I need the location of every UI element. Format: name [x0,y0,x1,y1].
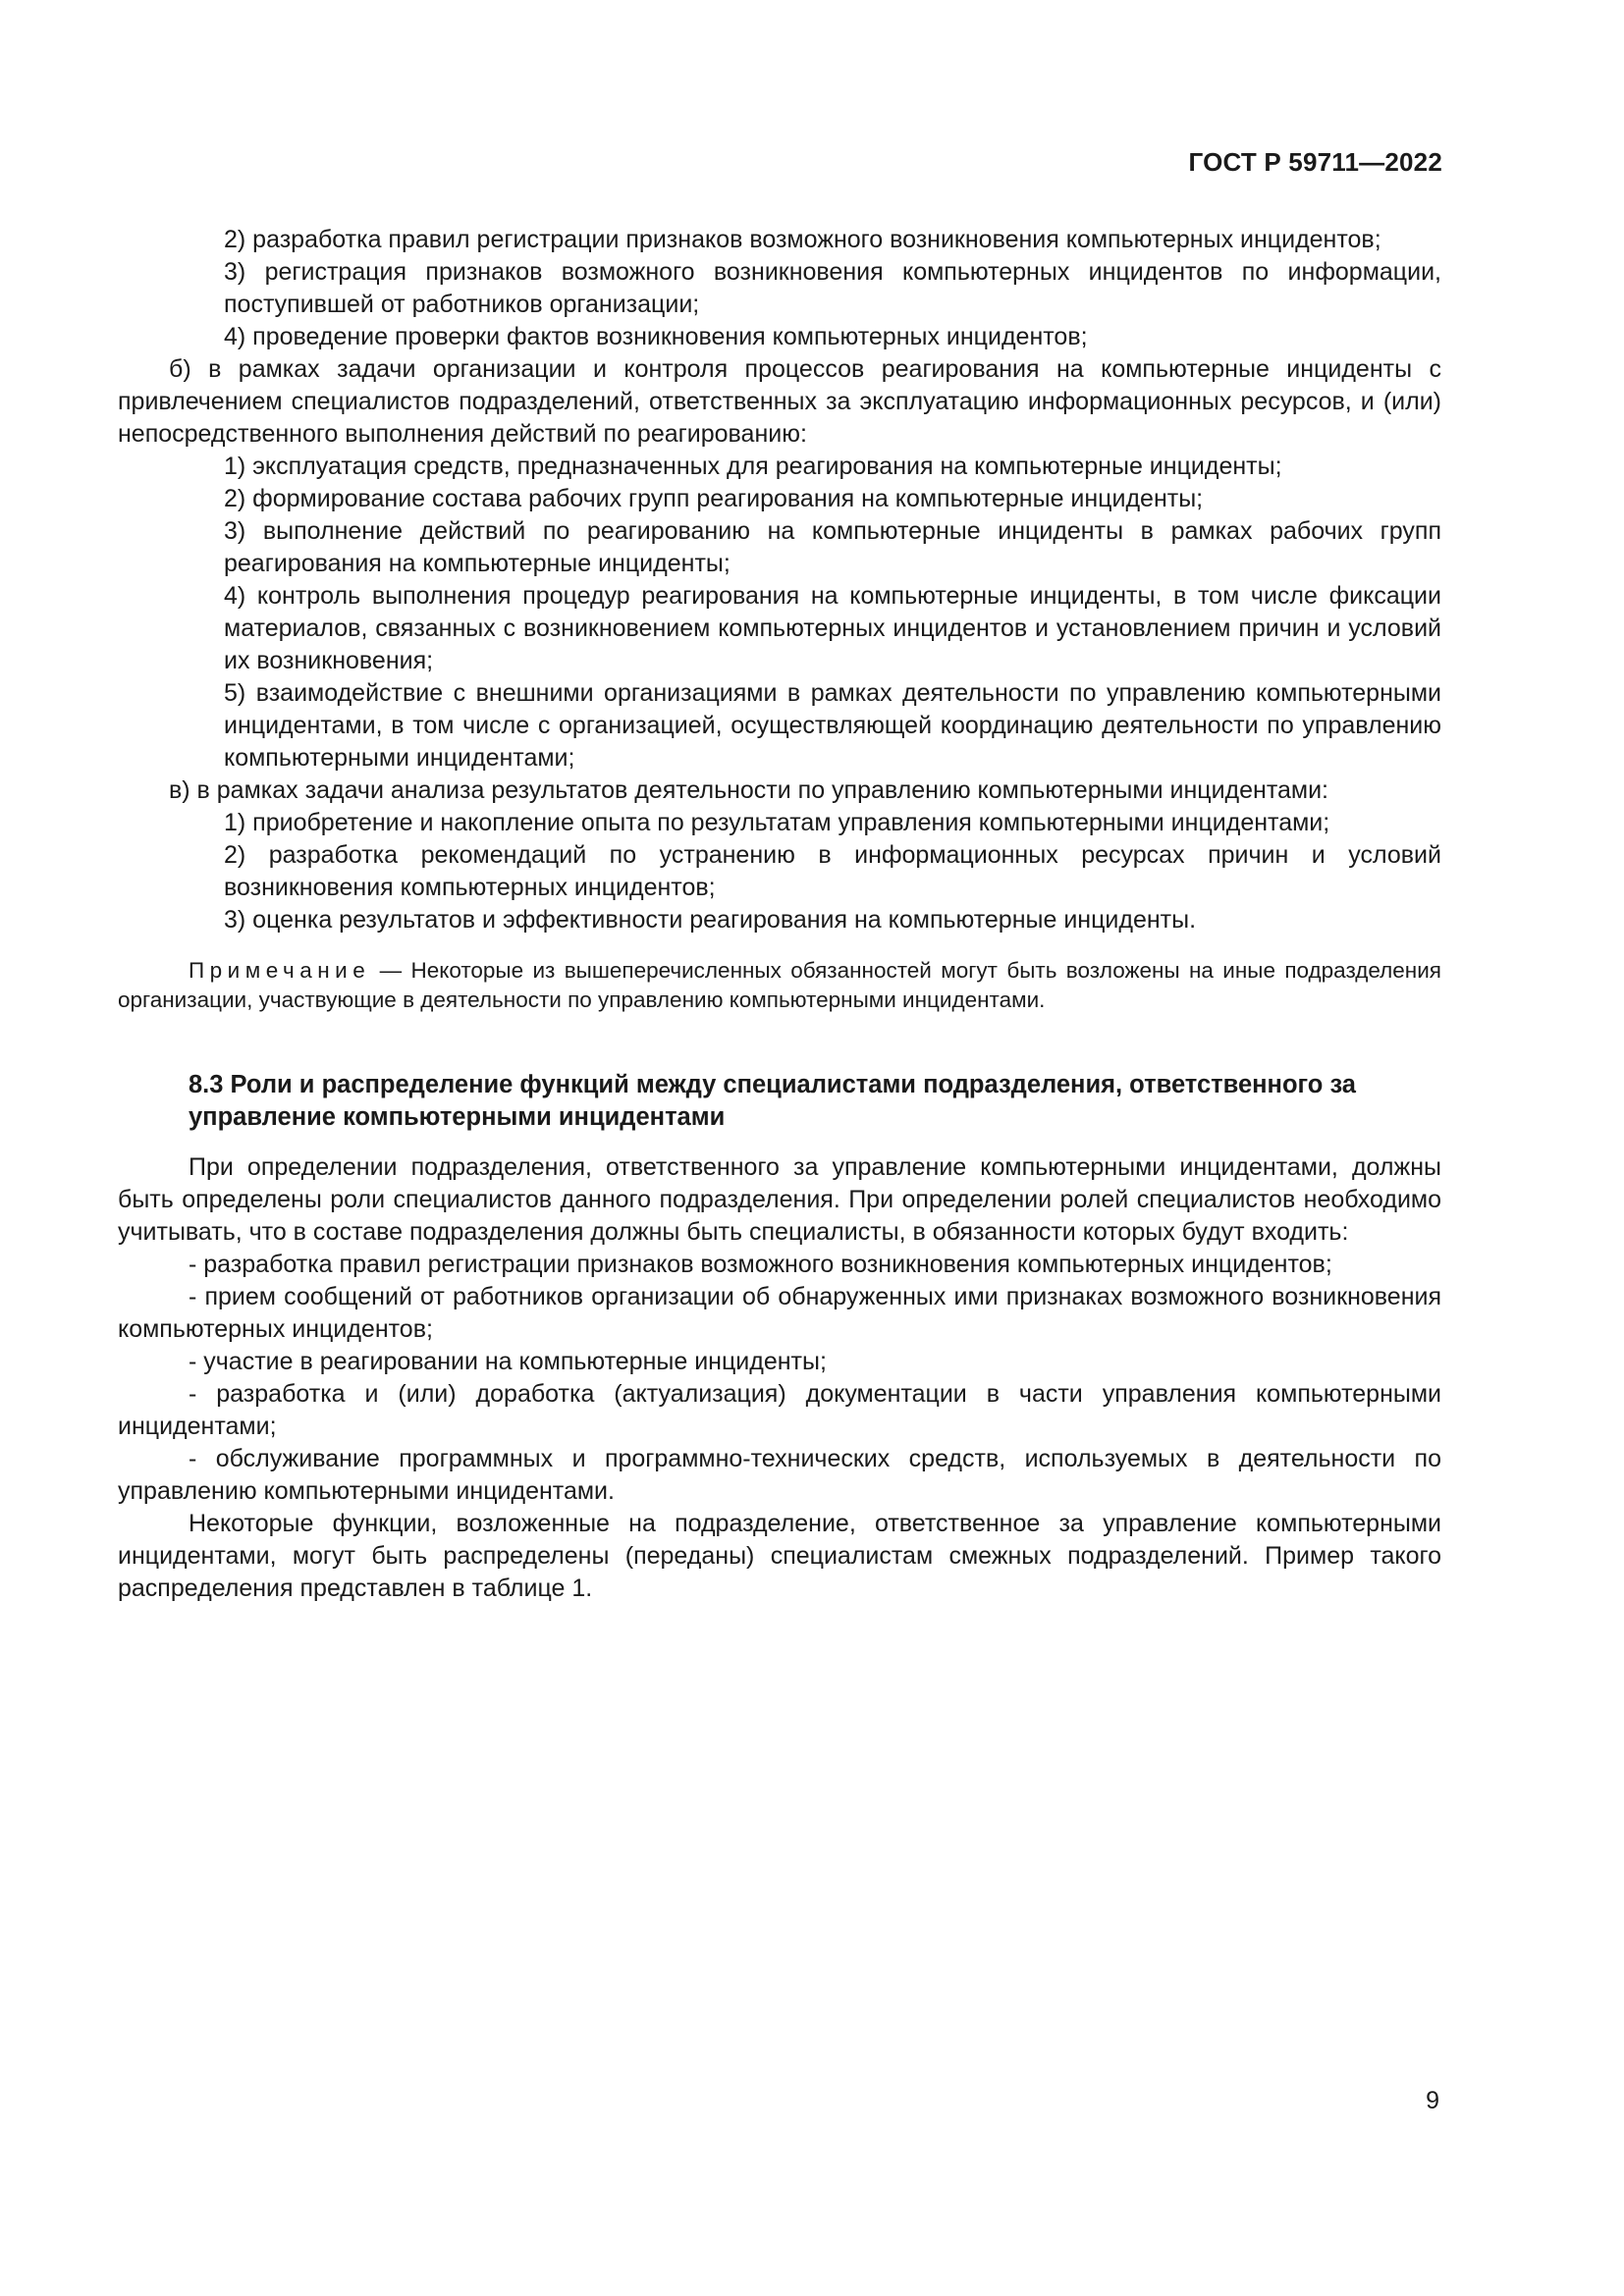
section-intro-paragraph: При определении подразделения, ответственного за управление компьютерными инцидентами, должны быть определены роли специалистов данного подразделения. При определении ролей специалистов необходимо учитывать, что в составе подразделения должны быть специалисты, в обязанности которых будут входить: [118,1153,1441,1246]
page-body [118,224,1441,1605]
list-item-c: в) в рамках задачи анализа результатов деятельности по управлению компьютерными инцидентами: [169,776,1329,804]
list-c-item-3: 3) оценка результатов и эффективности реагирования на компьютерные инциденты. [224,906,1197,934]
duty-item-2: - прием сообщений от работников организации об обнаруженных ими признаках возможного возникновения компьютерных инцидентов; [118,1283,1441,1343]
duty-item-5: - обслуживание программных и программно-технических средств, используемых в деятельности по управлению компьютерными инцидентами. [118,1445,1441,1505]
document-standard-id: ГОСТ Р 59711—2022 [1188,147,1442,177]
list-item-b: б) в рамках задачи организации и контроля процессов реагирования на компьютерные инциденты с привлечением специалистов подразделений, ответственных за эксплуатацию информационных ресурсов, и (или) непосредственного выполнения действий по реагированию: [118,355,1441,448]
section-heading-8-3: 8.3 Роли и распределение функций между специалистами подразделения, ответственного за управление компьютерными инцидентами [189,1071,1356,1131]
list-c-item-1: 1) приобретение и накопление опыта по результатам управления компьютерными инцидентами; [224,809,1330,836]
note-text: — Некоторые из вышеперечисленных обязанностей могут быть возложены на иные подразделения организации, участвующие в деятельности по управлению компьютерными инцидентами. [118,958,1441,1012]
section-closing-paragraph: Некоторые функции, возложенные на подразделение, ответственное за управление компьютерными инцидентами, могут быть распределены (переданы) специалистам смежных подразделений. Пример такого распределения представлен в таблице 1. [118,1510,1441,1602]
list-a-item-3: 3) регистрация признаков возможного возникновения компьютерных инцидентов по информации, поступившей от работников организации; [224,258,1441,318]
duty-item-4: - разработка и (или) доработка (актуализация) документации в части управления компьютерными инцидентами; [118,1380,1441,1440]
list-b-item-3: 3) выполнение действий по реагированию на компьютерные инциденты в рамках рабочих групп реагирования на компьютерные инциденты; [224,517,1441,577]
list-b-item-5: 5) взаимодействие с внешними организациями в рамках деятельности по управлению компьютерными инцидентами, в том числе с организацией, осуществляющей координацию деятельности по управлению компьютерными инцидентами; [224,679,1441,772]
duty-item-3: - участие в реагировании на компьютерные инциденты; [189,1348,827,1375]
list-b-item-2: 2) формирование состава рабочих групп реагирования на компьютерные инциденты; [224,485,1204,512]
list-b-item-1: 1) эксплуатация средств, предназначенных для реагирования на компьютерные инциденты; [224,453,1282,480]
page-number: 9 [1426,2087,1439,2114]
list-b-item-4: 4) контроль выполнения процедур реагирования на компьютерные инциденты, в том числе фиксации материалов, связанных с возникновением компьютерных инцидентов и установлением причин и условий их возникновения; [224,582,1441,674]
list-c-item-2: 2) разработка рекомендаций по устранению в информационных ресурсах причин и условий возникновения компьютерных инцидентов; [224,841,1441,901]
list-a-item-4: 4) проведение проверки фактов возникновения компьютерных инцидентов; [224,323,1088,350]
duty-item-1: - разработка правил регистрации признаков возможного возникновения компьютерных инцидентов; [189,1251,1332,1278]
list-a-item-2: 2) разработка правил регистрации признаков возможного возникновения компьютерных инцидентов; [224,226,1381,253]
note-label: Примечание [189,958,371,983]
note [118,956,1441,1015]
